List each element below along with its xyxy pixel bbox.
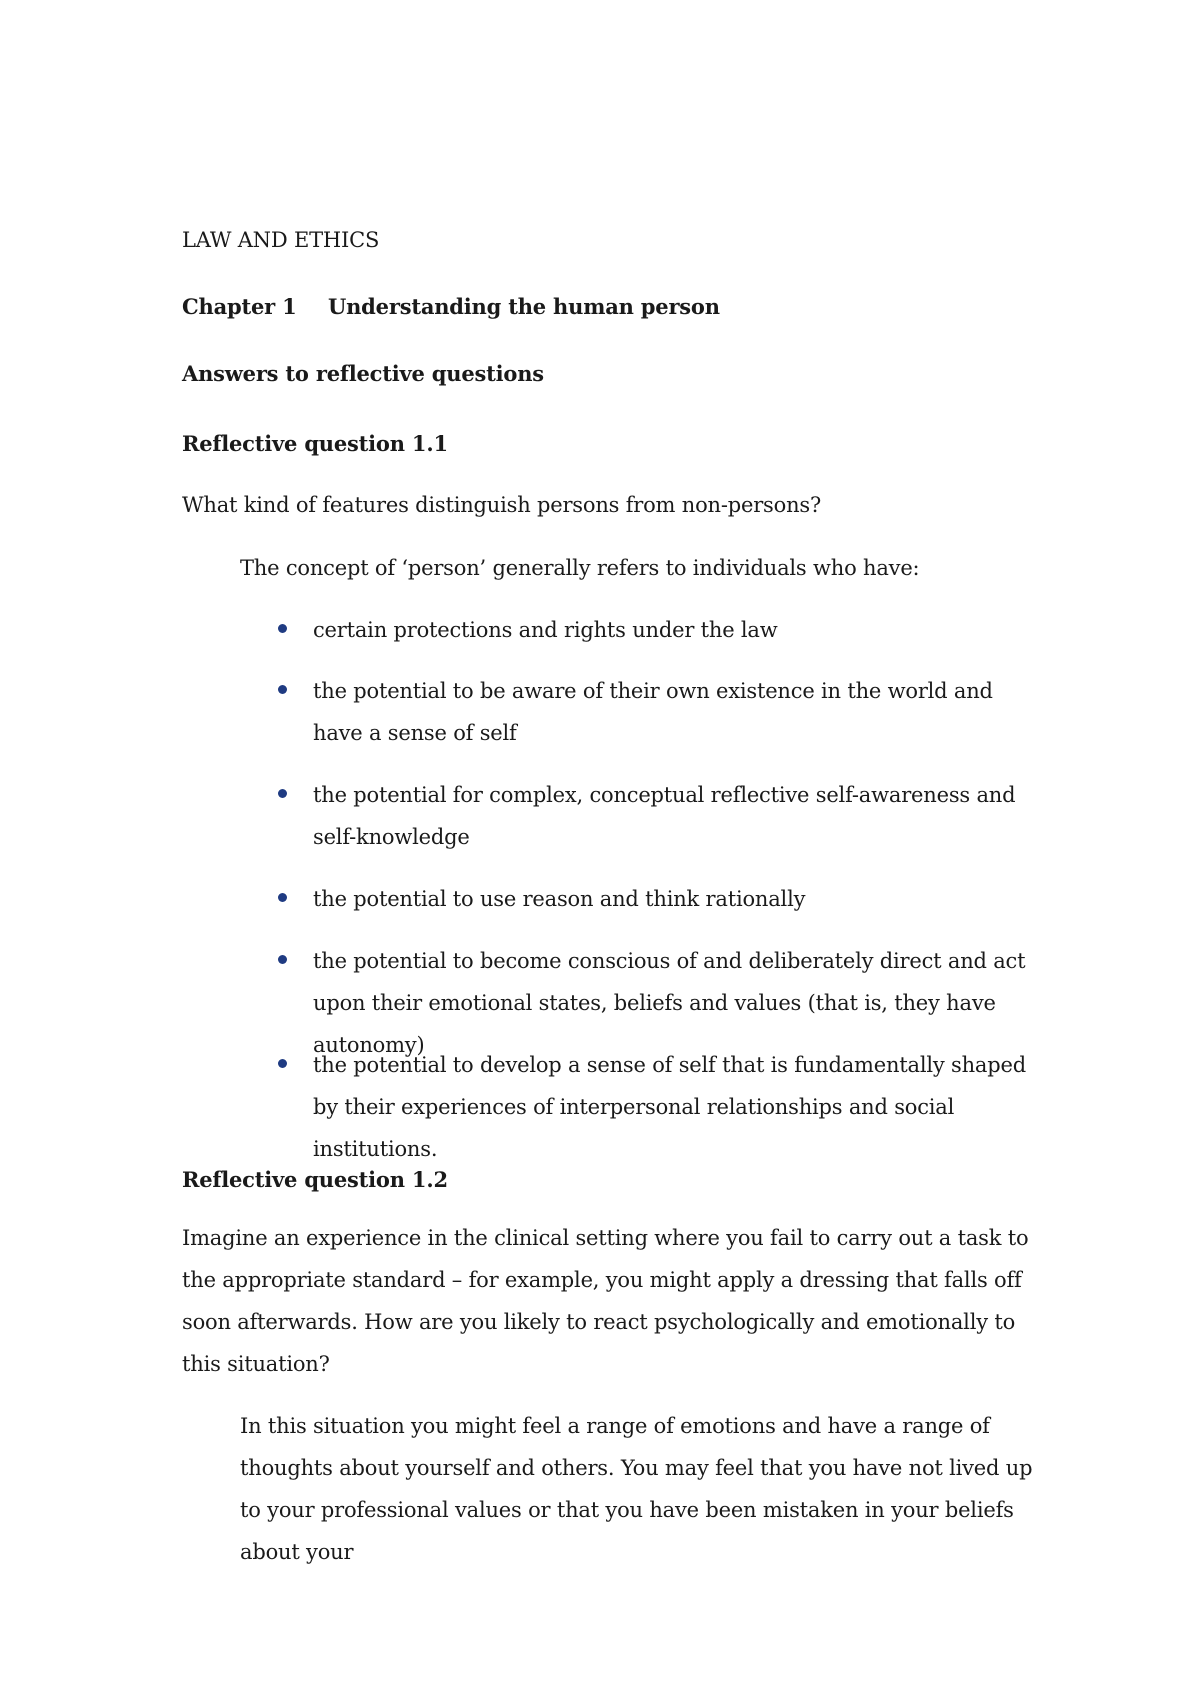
bullet-marker xyxy=(278,955,287,964)
list-item: certain protections and rights under the law xyxy=(313,618,778,642)
list-item: the potential to be aware of their own existence in the world and have a sense of self xyxy=(313,679,993,745)
answer-intro-1-1: The concept of ‘person’ generally refers to individuals who have: xyxy=(240,556,920,580)
bullet-marker xyxy=(278,1059,287,1068)
list-item: the potential to become conscious of and deliberately direct and act upon their emotional states, beliefs and values (that is, they have autonomy) xyxy=(313,949,1026,1057)
section-heading: Answers to reflective questions xyxy=(182,361,544,386)
answer-text-1-2: In this situation you might feel a range of emotions and have a range of thoughts about yourself and others. You may feel that you have not lived up to your professional values or that you have been mistaken in your beliefs about your xyxy=(240,1414,1033,1564)
chapter-title: Understanding the human person xyxy=(328,294,720,319)
document-title: LAW AND ETHICS xyxy=(182,228,380,252)
bullet-marker xyxy=(278,685,287,694)
question-text-1-1: What kind of features distinguish persons from non-persons? xyxy=(182,493,822,517)
question-heading-1-2: Reflective question 1.2 xyxy=(182,1167,448,1192)
bullet-marker xyxy=(278,624,287,633)
list-item: the potential to develop a sense of self that is fundamentally shaped by their experiences of interpersonal relationships and social institutions. xyxy=(313,1053,1026,1161)
list-item: the potential for complex, conceptual reflective self-awareness and self-knowledge xyxy=(313,783,1016,849)
bullet-marker xyxy=(278,789,287,798)
bullet-marker xyxy=(278,893,287,902)
list-item: the potential to use reason and think rationally xyxy=(313,887,806,911)
question-text-1-2: Imagine an experience in the clinical setting where you fail to carry out a task to the appropriate standard – for example, you might apply a dressing that falls off soon afterwards. How are you likely to react psychologically and emotionally to this situation? xyxy=(182,1226,1029,1376)
chapter-label: Chapter 1 xyxy=(182,294,297,319)
question-heading-1-1: Reflective question 1.1 xyxy=(182,431,448,456)
